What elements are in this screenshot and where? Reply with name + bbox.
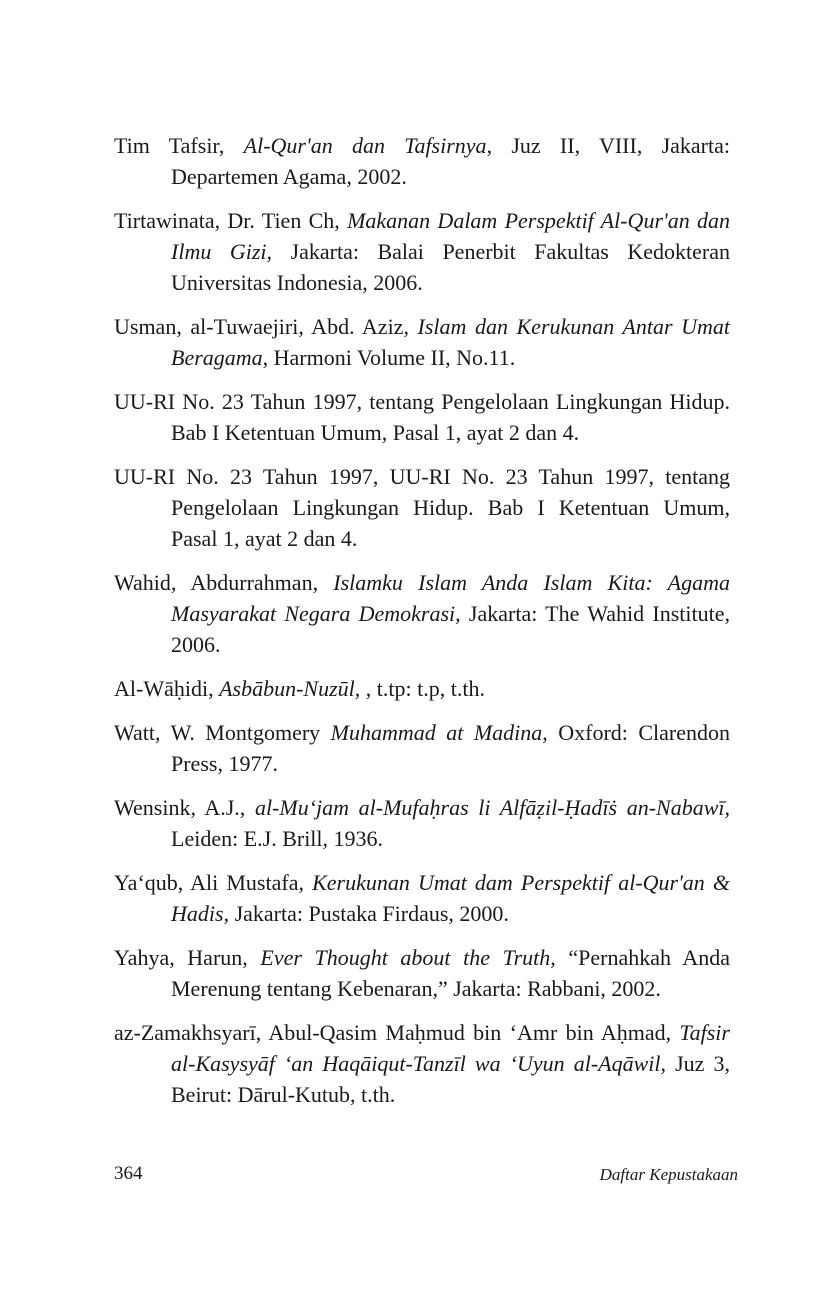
entry-title: Kerukunan Umat dam Perspektif al-Qur'an & Hadis bbox=[171, 870, 731, 926]
bibliography-entry bbox=[114, 461, 730, 554]
bibliography-entry bbox=[114, 567, 730, 660]
entry-author: Al-Wāḥidi, bbox=[114, 676, 220, 701]
running-footer-title: Daftar Kepustakaan bbox=[599, 1165, 738, 1184]
entry-author: az-Zamakhsyarī, Abul-Qasim Maḥmud bin ‘Amr bin Aḥmad, bbox=[114, 1020, 680, 1045]
bibliography-entry bbox=[114, 867, 730, 929]
entry-publication: “Pernahkah Anda Merenung tentang Kebenaran,” Jakarta: Rabbani, 2002. bbox=[171, 945, 731, 1001]
entry-title: Al-Qur'an dan Tafsirnya bbox=[243, 133, 487, 158]
entry-title: Islam dan Kerukunan Antar Umat Beragama bbox=[171, 314, 730, 370]
entry-title: Islamku Islam Anda Islam Kita: Agama Masyarakat Negara Demokrasi, bbox=[171, 570, 730, 626]
entry-title: Makanan Dalam Perspektif Al-Qur'an dan Ilmu Gizi, bbox=[171, 208, 730, 264]
entry-title: Asbābun-Nuzūl, bbox=[219, 676, 361, 701]
bibliography-entry bbox=[114, 1017, 730, 1110]
entry-publication: , Harmoni Volume II, No.11. bbox=[262, 345, 516, 370]
entry-publication: , Juz II, VIII, Jakarta: Departemen Agama, 2002. bbox=[171, 133, 731, 189]
entry-author: Tirtawinata, Dr. Tien Ch, bbox=[114, 208, 348, 233]
bibliography-entry bbox=[114, 311, 730, 373]
entry-author: Tim Tafsir, bbox=[114, 133, 244, 158]
entry-publication: , Jakarta: Pustaka Firdaus, 2000. bbox=[223, 901, 509, 926]
entry-author: Ya‘qub, Ali Mustafa, bbox=[114, 870, 313, 895]
entry-author: UU-RI No. 23 Tahun 1997, tentang Pengelolaan Lingkungan Hidup. Bab I Ketentuan Umum, Pasal 1, ayat 2 dan 4. bbox=[114, 389, 730, 445]
page-number: 364 bbox=[114, 1163, 143, 1184]
entry-publication: , Oxford: Clarendon Press, 1977. bbox=[171, 720, 731, 776]
bibliography-list bbox=[114, 130, 730, 1123]
bibliography-entry bbox=[114, 673, 730, 704]
entry-title: Tafsir al-Kasysyāf ‘an Haqāiqut-Tanzīl wa ‘Uyun al-Aqāwil bbox=[171, 1020, 730, 1076]
bibliography-entry bbox=[114, 130, 730, 192]
entry-author: Watt, W. Montgomery bbox=[114, 720, 331, 745]
bibliography-entry bbox=[114, 942, 730, 1004]
entry-author: Usman, al-Tuwaejiri, Abd. Aziz, bbox=[114, 314, 418, 339]
entry-publication: Leiden: E.J. Brill, 1936. bbox=[171, 826, 384, 851]
bibliography-entry bbox=[114, 386, 730, 448]
entry-title: Ever Thought about the Truth, bbox=[260, 945, 556, 970]
entry-title: al-Mu‘jam al-Mufaḥras li Alfāẓil-Ḥadīṡ an-Nabawī, bbox=[254, 795, 730, 820]
entry-author: Wensink, A.J., bbox=[114, 795, 255, 820]
bibliography-entry bbox=[114, 792, 730, 854]
entry-publication: , Juz 3, Beirut: Dārul-Kutub, t.th. bbox=[171, 1051, 730, 1107]
entry-author: Wahid, Abdurrahman, bbox=[114, 570, 334, 595]
entry-publication: , t.tp: t.p, t.th. bbox=[360, 676, 485, 701]
entry-title: Muhammad at Madina bbox=[330, 720, 543, 745]
bibliography-entry bbox=[114, 717, 730, 779]
entry-publication: Jakarta: The Wahid Institute, 2006. bbox=[171, 601, 730, 657]
entry-author: Yahya, Harun, bbox=[114, 945, 261, 970]
entry-author: UU-RI No. 23 Tahun 1997, UU-RI No. 23 Tahun 1997, tentang Pengelolaan Lingkungan Hidup. Bab I Ketentuan Umum, Pasal 1, ayat 2 dan 4. bbox=[114, 464, 730, 551]
bibliography-entry bbox=[114, 205, 730, 298]
entry-publication: Jakarta: Balai Penerbit Fakultas Kedokteran Universitas Indonesia, 2006. bbox=[171, 239, 730, 295]
